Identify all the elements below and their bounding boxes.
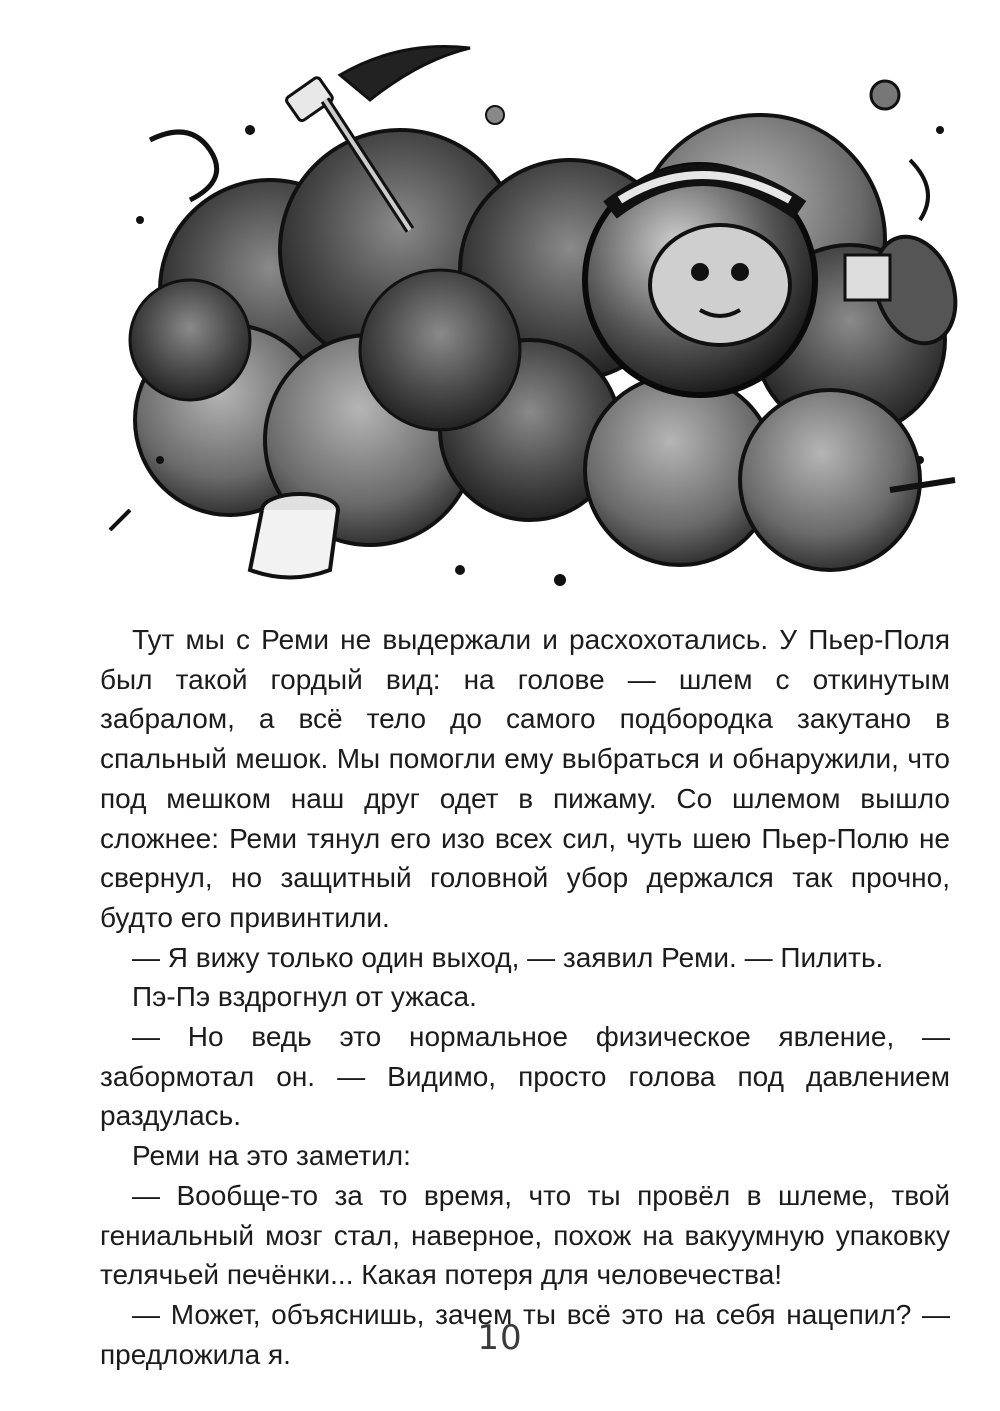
paragraph: Реми на это заметил: [132,1140,411,1172]
paragraph: — Может, объяснишь, зачем ты всё это на себя нацепил? — предложила я. [100,1298,950,1370]
tin-can [250,494,338,578]
paragraph: Пэ-Пэ вздрогнул от ужаса. [132,981,477,1013]
body-text [100,620,950,1374]
paragraph: — Я вижу только один выход, — заявил Реми. — Пилить. [132,941,884,973]
smoke-clouds [130,115,945,570]
helmet [585,165,815,395]
paragraph: Тут мы с Реми не выдержали и расхохотались. У Пьер-Поля был такой гордый вид: на голове — шлем с откинутым забралом, а всё тело до самого подбородка закутано в спальный мешок. Мы помогли ему выбраться и обнаружили, что под мешком наш друг одет в пижаму. Со шлемом вышло сложнее: Реми тянул его изо всех сил, чуть шею Пьер-Полю не свернул, но защитный головной убор держался так прочно, будто его привинтили. [100,624,950,933]
paragraph: — Но ведь это нормальное физическое явление, — забормотал он. — Видимо, просто голова под давлением раздулась. [100,1021,950,1132]
paragraph: — Вообще-то за то время, что ты провёл в шлеме, твой гениальный мозг стал, наверное, похож на вакуумную упаковку телячьей печёнки... Какая потеря для человечества! [100,1179,950,1291]
illustration-helmet-in-smoke [100,40,960,600]
page-number: 10 [477,1318,523,1358]
